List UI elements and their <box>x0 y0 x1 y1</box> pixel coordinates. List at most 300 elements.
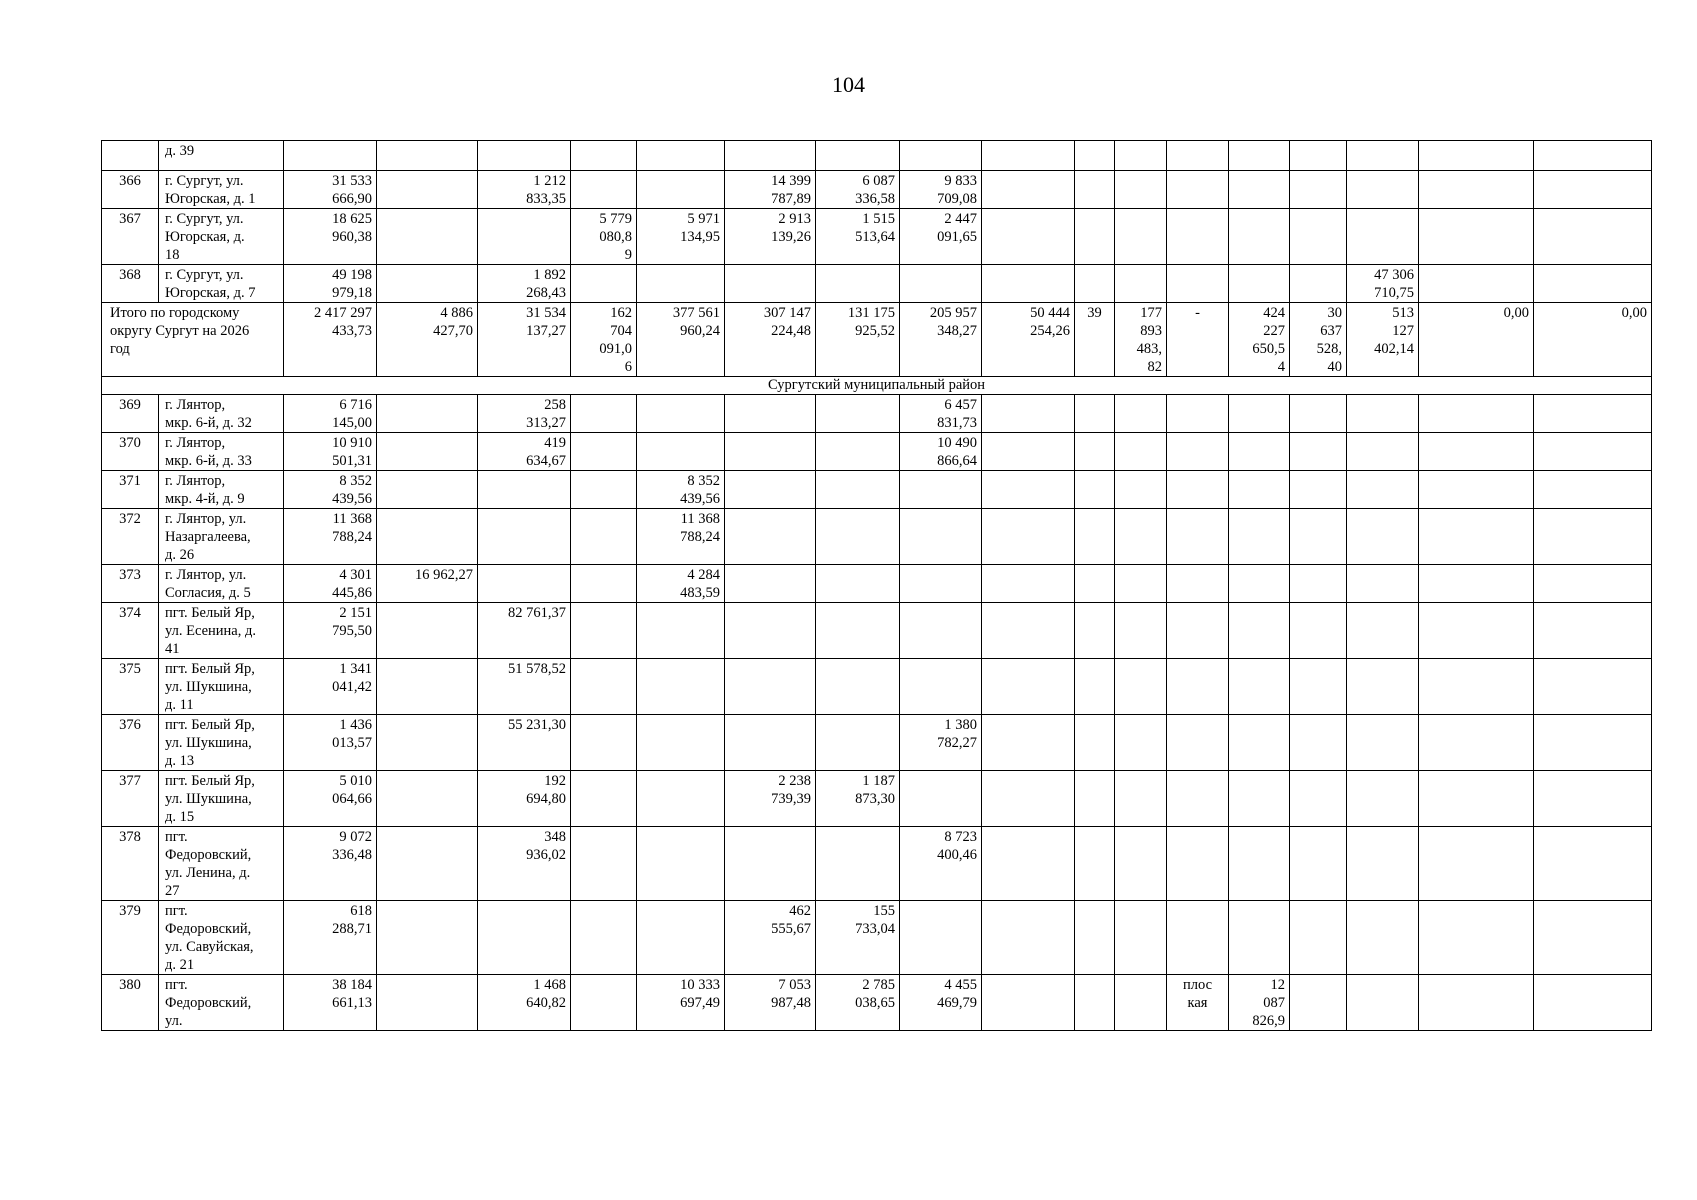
table-row <box>102 659 1652 715</box>
cell-value <box>1347 171 1419 209</box>
total-label: Итого по городскому округу Сургут на 2026 год <box>102 303 284 377</box>
cell-value <box>1419 603 1534 659</box>
cell-value <box>377 715 478 771</box>
cell-value <box>982 433 1075 471</box>
row-address: г. Сургут, ул. Югорская, д. 7 <box>159 265 284 303</box>
cell-value <box>982 171 1075 209</box>
cell-value <box>1534 771 1652 827</box>
cell-value: 9 072 336,48 <box>284 827 377 901</box>
cell-value <box>982 471 1075 509</box>
cell-value <box>1167 827 1229 901</box>
cell-value <box>1534 433 1652 471</box>
cell-value <box>637 659 725 715</box>
cell-value <box>1419 141 1534 171</box>
cell-value <box>1419 715 1534 771</box>
cell-value: 8 352 439,56 <box>284 471 377 509</box>
total-cell: - <box>1167 303 1229 377</box>
cell-value <box>1419 659 1534 715</box>
table-row <box>102 209 1652 265</box>
cell-value <box>377 171 478 209</box>
cell-value <box>816 659 900 715</box>
cell-value: плос кая <box>1167 975 1229 1031</box>
cell-value <box>1419 209 1534 265</box>
cell-value: 5 971 134,95 <box>637 209 725 265</box>
cell-value <box>1419 433 1534 471</box>
cell-value <box>725 659 816 715</box>
cell-value <box>1229 901 1290 975</box>
cell-value <box>1167 715 1229 771</box>
cell-value <box>571 901 637 975</box>
cell-value <box>571 827 637 901</box>
cell-value <box>1347 975 1419 1031</box>
cell-value <box>571 975 637 1031</box>
cell-value <box>1534 171 1652 209</box>
cell-value <box>478 141 571 171</box>
cell-value <box>1419 171 1534 209</box>
cell-value <box>1290 827 1347 901</box>
cell-value <box>637 171 725 209</box>
cell-value <box>377 265 478 303</box>
cell-value <box>1290 209 1347 265</box>
cell-value <box>1534 509 1652 565</box>
cell-value <box>1290 141 1347 171</box>
cell-value <box>1229 827 1290 901</box>
cell-value <box>377 209 478 265</box>
cell-value <box>1534 141 1652 171</box>
total-cell: 131 175 925,52 <box>816 303 900 377</box>
cell-value: 155 733,04 <box>816 901 900 975</box>
table-row <box>102 265 1652 303</box>
cell-value <box>571 141 637 171</box>
table-row <box>102 471 1652 509</box>
table-row <box>102 171 1652 209</box>
cell-value <box>1115 901 1167 975</box>
row-address: г. Лянтор, мкр. 6-й, д. 32 <box>159 395 284 433</box>
row-address: пгт. Федоровский, ул. Ленина, д. 27 <box>159 827 284 901</box>
cell-value <box>1419 509 1534 565</box>
cell-value <box>377 395 478 433</box>
rows-before <box>102 141 1652 303</box>
cell-value <box>900 471 982 509</box>
row-number: 370 <box>102 433 159 471</box>
cell-value <box>1075 509 1115 565</box>
cell-value <box>1419 901 1534 975</box>
cell-value <box>982 395 1075 433</box>
cell-value <box>725 509 816 565</box>
cell-value: 6 457 831,73 <box>900 395 982 433</box>
cell-value <box>725 141 816 171</box>
cell-value <box>637 771 725 827</box>
cell-value <box>982 565 1075 603</box>
row-number: 376 <box>102 715 159 771</box>
cell-value <box>1115 565 1167 603</box>
cell-value <box>900 659 982 715</box>
cell-value: 11 368 788,24 <box>284 509 377 565</box>
cell-value <box>377 603 478 659</box>
cell-value <box>637 901 725 975</box>
cell-value <box>982 827 1075 901</box>
cell-value: 2 151 795,50 <box>284 603 377 659</box>
cell-value <box>1419 975 1534 1031</box>
total-cell: 205 957 348,27 <box>900 303 982 377</box>
total-cell: 39 <box>1075 303 1115 377</box>
cell-value <box>1167 771 1229 827</box>
table-row <box>102 433 1652 471</box>
cell-value <box>816 827 900 901</box>
cell-value <box>816 265 900 303</box>
cell-value: 82 761,37 <box>478 603 571 659</box>
cell-value <box>1290 565 1347 603</box>
cell-value: 2 785 038,65 <box>816 975 900 1031</box>
page-number: 104 <box>832 72 865 97</box>
cell-value <box>1075 471 1115 509</box>
cell-value <box>1229 141 1290 171</box>
cell-value <box>1167 265 1229 303</box>
cell-value: 51 578,52 <box>478 659 571 715</box>
cell-value: 10 333 697,49 <box>637 975 725 1031</box>
cell-value <box>1347 395 1419 433</box>
cell-value: 12 087 826,9 <box>1229 975 1290 1031</box>
cell-value <box>1115 715 1167 771</box>
cell-value <box>377 771 478 827</box>
cell-value: 8 723 400,46 <box>900 827 982 901</box>
cell-value <box>571 603 637 659</box>
table-row <box>102 771 1652 827</box>
row-number: 372 <box>102 509 159 565</box>
cell-value <box>982 715 1075 771</box>
cell-value: 55 231,30 <box>478 715 571 771</box>
cell-value <box>1347 715 1419 771</box>
cell-value <box>1347 659 1419 715</box>
cell-value: 1 515 513,64 <box>816 209 900 265</box>
cell-value <box>816 509 900 565</box>
cell-value <box>816 565 900 603</box>
row-address: г. Сургут, ул. Югорская, д. 18 <box>159 209 284 265</box>
cell-value <box>725 827 816 901</box>
cell-value <box>1229 471 1290 509</box>
cell-value <box>1075 171 1115 209</box>
cell-value <box>1419 395 1534 433</box>
cell-value <box>1167 509 1229 565</box>
cell-value <box>816 471 900 509</box>
cell-value <box>1290 771 1347 827</box>
cell-value: 4 455 469,79 <box>900 975 982 1031</box>
register-table <box>101 140 1652 1031</box>
cell-value: 4 284 483,59 <box>637 565 725 603</box>
cell-value: 2 913 139,26 <box>725 209 816 265</box>
cell-value <box>1075 265 1115 303</box>
cell-value <box>1115 209 1167 265</box>
table-row <box>102 975 1652 1031</box>
cell-value: 1 341 041,42 <box>284 659 377 715</box>
cell-value <box>1115 975 1167 1031</box>
cell-value <box>1534 565 1652 603</box>
row-number: 375 <box>102 659 159 715</box>
cell-value <box>1075 715 1115 771</box>
cell-value <box>1115 827 1167 901</box>
cell-value <box>1167 209 1229 265</box>
cell-value: 6 716 145,00 <box>284 395 377 433</box>
row-number: 373 <box>102 565 159 603</box>
cell-value <box>725 265 816 303</box>
row-address: г. Сургут, ул. Югорская, д. 1 <box>159 171 284 209</box>
row-number: 374 <box>102 603 159 659</box>
total-cell: 513 127 402,14 <box>1347 303 1419 377</box>
cell-value <box>982 509 1075 565</box>
cell-value <box>1075 659 1115 715</box>
section-row <box>102 377 1652 395</box>
cell-value <box>1229 565 1290 603</box>
row-number: 371 <box>102 471 159 509</box>
cell-value <box>1290 171 1347 209</box>
cell-value <box>1229 395 1290 433</box>
cell-value <box>900 141 982 171</box>
cell-value <box>1534 395 1652 433</box>
cell-value <box>1167 565 1229 603</box>
cell-value <box>637 141 725 171</box>
cell-value <box>1419 827 1534 901</box>
cell-value <box>377 975 478 1031</box>
cell-value <box>1229 265 1290 303</box>
rows-after <box>102 395 1652 1031</box>
cell-value <box>816 603 900 659</box>
row-address: пгт. Белый Яр, ул. Шукшина, д. 13 <box>159 715 284 771</box>
cell-value: 1 436 013,57 <box>284 715 377 771</box>
cell-value <box>1347 509 1419 565</box>
row-number: 369 <box>102 395 159 433</box>
total-row <box>102 303 1652 377</box>
cell-value <box>1075 771 1115 827</box>
cell-value <box>1290 433 1347 471</box>
total-block <box>102 303 1652 395</box>
cell-value <box>725 395 816 433</box>
table-row <box>102 827 1652 901</box>
cell-value <box>1115 471 1167 509</box>
cell-value <box>1229 659 1290 715</box>
table-row <box>102 565 1652 603</box>
cell-value <box>377 659 478 715</box>
table-row <box>102 603 1652 659</box>
row-address: пгт. Белый Яр, ул. Есенина, д. 41 <box>159 603 284 659</box>
cell-value <box>1167 659 1229 715</box>
row-address: пгт. Белый Яр, ул. Шукшина, д. 15 <box>159 771 284 827</box>
cell-value <box>478 209 571 265</box>
row-address: д. 39 <box>159 141 284 171</box>
cell-value <box>1290 715 1347 771</box>
cell-value <box>1167 433 1229 471</box>
cell-value: 348 936,02 <box>478 827 571 901</box>
cell-value: 11 368 788,24 <box>637 509 725 565</box>
cell-value: 1 187 873,30 <box>816 771 900 827</box>
row-number: 377 <box>102 771 159 827</box>
total-cell: 0,00 <box>1534 303 1652 377</box>
cell-value <box>1290 901 1347 975</box>
cell-value: 10 910 501,31 <box>284 433 377 471</box>
row-address: г. Лянтор, мкр. 6-й, д. 33 <box>159 433 284 471</box>
cell-value <box>1347 209 1419 265</box>
cell-value <box>1347 827 1419 901</box>
cell-value <box>478 565 571 603</box>
cell-value <box>982 603 1075 659</box>
cell-value <box>1115 265 1167 303</box>
cell-value <box>1167 603 1229 659</box>
cell-value: 1 212 833,35 <box>478 171 571 209</box>
row-number: 378 <box>102 827 159 901</box>
cell-value <box>900 509 982 565</box>
cell-value <box>1229 509 1290 565</box>
total-cell: 424 227 650,5 4 <box>1229 303 1290 377</box>
table-row <box>102 509 1652 565</box>
cell-value: 1 892 268,43 <box>478 265 571 303</box>
cell-value <box>1167 471 1229 509</box>
row-address: г. Лянтор, ул. Согласия, д. 5 <box>159 565 284 603</box>
total-cell: 31 534 137,27 <box>478 303 571 377</box>
cell-value <box>1115 603 1167 659</box>
cell-value <box>571 265 637 303</box>
cell-value <box>637 433 725 471</box>
total-cell: 2 417 297 433,73 <box>284 303 377 377</box>
cell-value <box>571 433 637 471</box>
cell-value <box>1075 975 1115 1031</box>
row-address: пгт. Федоровский, ул. <box>159 975 284 1031</box>
cell-value <box>1075 433 1115 471</box>
cell-value <box>1229 715 1290 771</box>
cell-value <box>1167 901 1229 975</box>
cell-value <box>377 433 478 471</box>
row-number: 368 <box>102 265 159 303</box>
cell-value: 9 833 709,08 <box>900 171 982 209</box>
cell-value <box>1347 603 1419 659</box>
cell-value <box>1290 659 1347 715</box>
row-number: 367 <box>102 209 159 265</box>
cell-value <box>478 901 571 975</box>
cell-value <box>816 141 900 171</box>
cell-value <box>982 141 1075 171</box>
cell-value <box>478 509 571 565</box>
cell-value <box>571 715 637 771</box>
cell-value: 47 306 710,75 <box>1347 265 1419 303</box>
cell-value: 10 490 866,64 <box>900 433 982 471</box>
row-address: пгт. Федоровский, ул. Савуйская, д. 21 <box>159 901 284 975</box>
cell-value <box>637 603 725 659</box>
cell-value <box>1534 603 1652 659</box>
cell-value <box>1534 901 1652 975</box>
row-number: 379 <box>102 901 159 975</box>
cell-value <box>1534 471 1652 509</box>
cell-value <box>982 209 1075 265</box>
cell-value <box>1347 901 1419 975</box>
cell-value <box>1419 565 1534 603</box>
cell-value: 8 352 439,56 <box>637 471 725 509</box>
cell-value <box>1115 433 1167 471</box>
row-address: г. Лянтор, мкр. 4-й, д. 9 <box>159 471 284 509</box>
cell-value <box>982 975 1075 1031</box>
cell-value <box>1290 603 1347 659</box>
cell-value <box>1347 771 1419 827</box>
cell-value <box>1075 565 1115 603</box>
cell-value: 419 634,67 <box>478 433 571 471</box>
cell-value <box>1229 771 1290 827</box>
table-row <box>102 395 1652 433</box>
cell-value <box>1115 395 1167 433</box>
cell-value: 31 533 666,90 <box>284 171 377 209</box>
cell-value <box>1075 901 1115 975</box>
total-cell: 50 444 254,26 <box>982 303 1075 377</box>
cell-value <box>1229 171 1290 209</box>
total-cell: 4 886 427,70 <box>377 303 478 377</box>
cell-value <box>1115 659 1167 715</box>
cell-value <box>725 715 816 771</box>
cell-value <box>284 141 377 171</box>
cell-value <box>1115 509 1167 565</box>
total-cell: 0,00 <box>1419 303 1534 377</box>
cell-value <box>900 901 982 975</box>
cell-value: 38 184 661,13 <box>284 975 377 1031</box>
cell-value: 618 288,71 <box>284 901 377 975</box>
cell-value: 2 238 739,39 <box>725 771 816 827</box>
cell-value <box>1290 509 1347 565</box>
cell-value <box>1347 565 1419 603</box>
cell-value <box>725 603 816 659</box>
cell-value <box>1534 209 1652 265</box>
table-row <box>102 715 1652 771</box>
cell-value <box>816 395 900 433</box>
cell-value <box>637 715 725 771</box>
cell-value <box>900 771 982 827</box>
cell-value <box>1419 771 1534 827</box>
row-address: пгт. Белый Яр, ул. Шукшина, д. 11 <box>159 659 284 715</box>
cell-value <box>571 565 637 603</box>
cell-value: 5 779 080,8 9 <box>571 209 637 265</box>
cell-value <box>571 395 637 433</box>
cell-value <box>1075 827 1115 901</box>
cell-value: 16 962,27 <box>377 565 478 603</box>
cell-value <box>1534 827 1652 901</box>
cell-value <box>982 265 1075 303</box>
cell-value <box>1347 433 1419 471</box>
cell-value <box>1419 471 1534 509</box>
cell-value <box>900 603 982 659</box>
cell-value <box>1534 265 1652 303</box>
cell-value <box>377 471 478 509</box>
cell-value: 6 087 336,58 <box>816 171 900 209</box>
cell-value <box>1347 141 1419 171</box>
total-cell: 307 147 224,48 <box>725 303 816 377</box>
cell-value <box>377 141 478 171</box>
cell-value <box>571 659 637 715</box>
cell-value: 1 468 640,82 <box>478 975 571 1031</box>
cell-value <box>725 565 816 603</box>
cell-value <box>1419 265 1534 303</box>
cell-value <box>725 433 816 471</box>
cell-value: 5 010 064,66 <box>284 771 377 827</box>
cell-value <box>377 509 478 565</box>
total-cell: 30 637 528, 40 <box>1290 303 1347 377</box>
cell-value <box>982 771 1075 827</box>
cell-value <box>1167 395 1229 433</box>
cell-value <box>1229 603 1290 659</box>
cell-value <box>900 565 982 603</box>
cell-value <box>478 471 571 509</box>
row-number <box>102 141 159 171</box>
cell-value <box>1075 209 1115 265</box>
cell-value <box>1534 715 1652 771</box>
cell-value <box>637 395 725 433</box>
cell-value <box>816 715 900 771</box>
total-cell: 377 561 960,24 <box>637 303 725 377</box>
cell-value: 14 399 787,89 <box>725 171 816 209</box>
cell-value <box>1290 395 1347 433</box>
